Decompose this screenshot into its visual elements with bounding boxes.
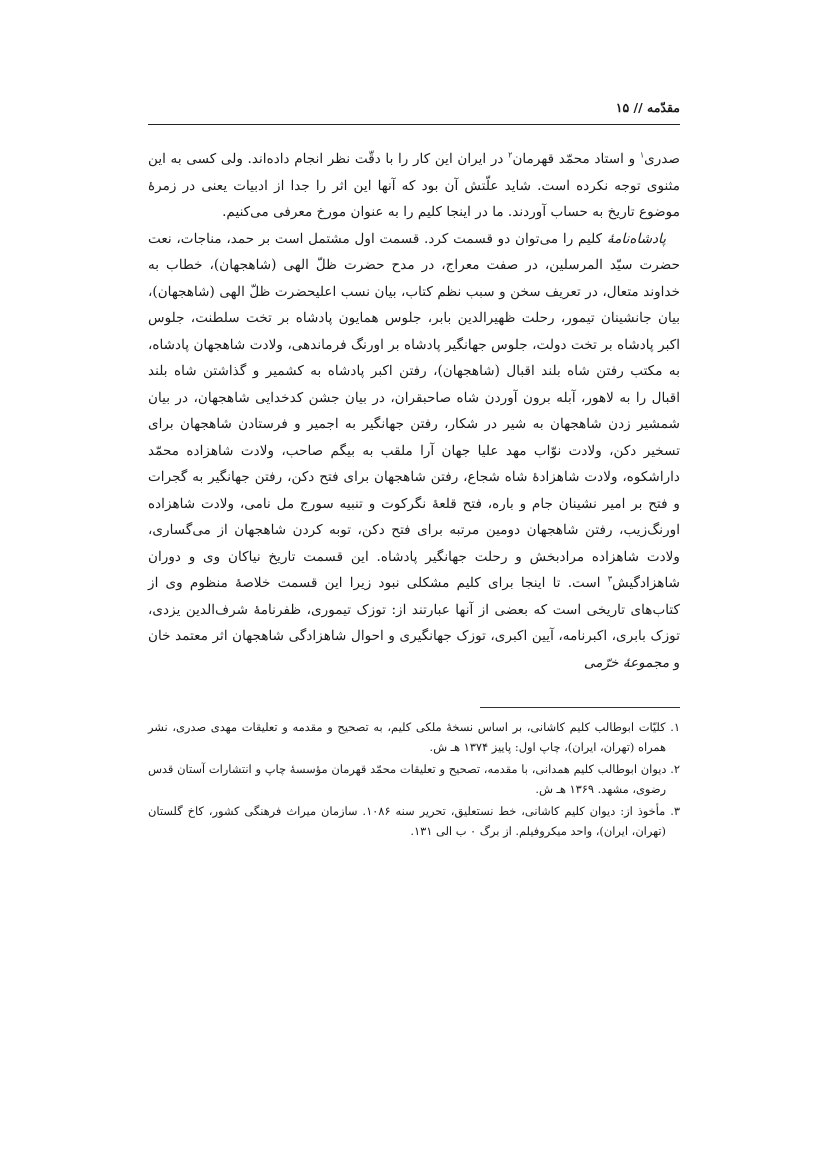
footnotes	[148, 718, 680, 844]
paragraph-1	[148, 146, 680, 226]
paragraph-1-part-c: در ایران این کار را با دقّت نظر انجام داده‌اند. ولی کسی به این مثنوی توجه نکرده است. شاید علّتش آن بود که آنها این اثر را جدا از ادبیات یعنی در زمرهٔ موضوع تاریخ به حساب آوردند. ما در اینجا کلیم را به عنوان مورخ معرفی می‌کنیم.	[148, 151, 680, 220]
footnote-rule	[480, 707, 680, 708]
paragraph-2-part-a: کلیم را می‌توان دو قسمت کرد. قسمت اول مشتمل است بر حمد، مناجات، نعت حضرت سیّد المرسلین، در صفت معراج، در مدح حضرت ظلّ الهی (شاهجهان)، خطاب به خداوند متعال، در تعریف سخن و سبب نظم کتاب، بیان نسب اعلیحضرت ظلّ الهی (شاهجهان)، بیان جانشینان تیمور، رحلت ظهیرالدین بابر، جلوس همایون پادشاه بر تخت سلطنت، جلوس اکبر پادشاه بر تخت دولت، جلوس جهانگیر پادشاه بر اورنگ فرماندهی، ولادت شاهجهان پادشاه، به مکتب رفتن شاه بلند اقبال (شاهجهان)، رفتن اکبر پادشاه به کشمیر و گذاشتن شاه بلند اقبال را به لاهور، آبله برون آوردن شاه صاحبقران، در بیان جشن کدخدایی شاهجهان، در بیان شمشیر زدن شاهجهان به شیر در شکار، رفتن جهانگیر به اجمیر و فرستادن شاهجهان برای تسخیر دکن، ولادت نوّاب مهد علیا جهان آرا ملقب به بیگم صاحب، ولادت شاهزاده محمّد داراشکوه، ولادت شاهزادهٔ شاه شجاع، رفتن شاهجهان برای فتح دکن، رفتن جهانگیر به گجرات و فتح بر امیر نشینان جام و باره، فتح قلعهٔ نگرکوت و تنبیه سورج مل نامی، ولادت شاهزاده اورنگ‌زیب، رفتن شاهجهان دومین مرتبه برای فتح دکن، توبه کردن شاهجهان از می‌گساری، ولادت شاهزاده مرادبخش و رحلت جهانگیر پادشاه. این قسمت تاریخ نیاکان وی و دوران شاهزادگیش	[148, 230, 680, 591]
body-text	[148, 146, 680, 676]
footnote-3: ۳. مأخوذ از: دیوان کلیم کاشانی، خط نستعلیق، تحریر سنه ۱۰۸۶. سازمان میراث فرهنگی کشور، کاخ گلستان (تهران، ایران)، واحد میکروفیلم. از برگ ۰ ب الی ۱۳۱.	[148, 804, 680, 838]
footnote-ref-1: ۱	[639, 150, 645, 160]
paragraph-2	[148, 226, 680, 677]
paragraph-1-part-a: صدری	[644, 151, 680, 167]
header-rule	[148, 124, 680, 125]
footnote-ref-3: ۳	[607, 574, 613, 584]
footnote-ref-2: ۲	[508, 150, 513, 160]
paragraph-2-part-b: است. تا اینجا برای کلیم مشکلی نبود زیرا این قسمت خلاصهٔ منظوم وی از کتاب‌های تاریخی است که بعضی از آنها عبارتند از: توزک تیموری، ظفرنامهٔ شرف‌الدین یزدی، توزک بابری، اکبرنامه، آیین اکبری، توزک جهانگیری و احوال شاهزادگی شاهجهان اثر معتمد خان و	[148, 575, 680, 671]
paragraph-1-part-b: و استاد محمّد قهرمان	[512, 151, 640, 167]
running-head: مقدّمه // ۱۵	[615, 100, 680, 115]
footnote-2: ۲. دیوان ابوطالب کلیم همدانی، با مقدمه، تصحیح و تعلیقات محمّد قهرمان مؤسسهٔ چاپ و انتشارات آستان قدس رضوی، مشهد. ۱۳۶۹ هـ ش.	[148, 762, 680, 796]
book-title-majmua-khorrami: مجموعهٔ خرّمی	[583, 654, 670, 671]
footnote-1: ۱. کلیّات ابوطالب کلیم کاشانی، بر اساس نسخهٔ ملکی کلیم، به تصحیح و مقدمه و تعلیقات مهدی صدری، نشر همراه (تهران، ایران)، چاپ اول: پاییز ۱۳۷۴ هـ ش.	[148, 720, 680, 754]
book-title-padshahnameh: پادشاه‌نامهٔ	[606, 230, 666, 247]
